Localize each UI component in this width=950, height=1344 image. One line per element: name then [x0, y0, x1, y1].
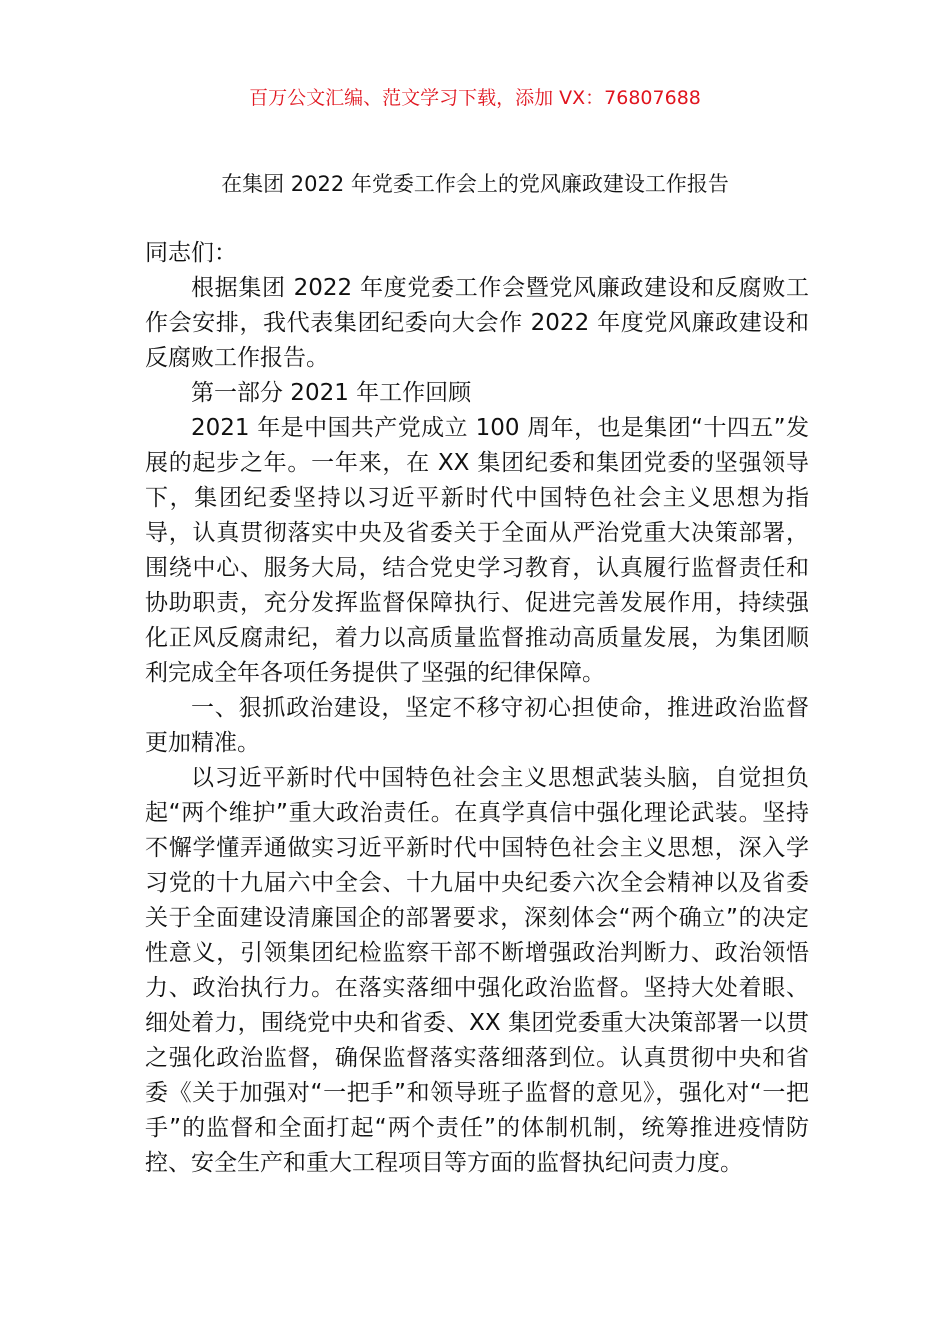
page-title: 在集团 2022 年党委工作会上的党风廉政建设工作报告 [221, 172, 729, 196]
salutation: 同志们： [145, 240, 237, 266]
paragraph-intro: 根据集团 2022 年度党委工作会暨党风廉政建设和反腐败工作会安排，我代表集团纪委向大会作 2022 年度党风廉政建设和反腐败工作报告。 [145, 275, 809, 371]
section-heading: 第一部分 2021 年工作回顾 [191, 380, 472, 406]
subsection-heading: 一、狠抓政治建设，坚定不移守初心担使命，推进政治监督更加精准。 [145, 695, 809, 756]
document-body [145, 236, 809, 1181]
paragraph-review: 2021 年是中国共产党成立 100 周年，也是集团“十四五”发展的起步之年。一年来，在 XX 集团纪委和集团党委的坚强领导下，集团纪委坚持以习近平新时代中国特色社会主义思想为指导，认真贯彻落实中央及省委关于全面从严治党重大决策部署，围绕中心、服务大局，结合党史学习教育，认真履行监督责任和协助职责，充分发挥监督保障执行、促进完善发展作用，持续强化正风反腐肃纪，着力以高质量监督推动高质量发展，为集团顺利完成全年各项任务提供了坚强的纪律保障。 [145, 415, 809, 686]
promo-banner: 百万公文汇编、范文学习下载，添加 VX：76807688 [249, 87, 701, 109]
paragraph-political-supervision: 以习近平新时代中国特色社会主义思想武装头脑，自觉担负起“两个维护”重大政治责任。在真学真信中强化理论武装。坚持不懈学懂弄通做实习近平新时代中国特色社会主义思想，深入学习党的十九届六中全会、十九届中央纪委六次全会精神以及省委关于全面建设清廉国企的部署要求，深刻体会“两个确立”的决定性意义，引领集团纪检监察干部不断增强政治判断力、政治领悟力、政治执行力。在落实落细中强化政治监督。坚持大处着眼、细处着力，围绕党中央和省委、XX 集团党委重大决策部署一以贯之强化政治监督，确保监督落实落细落到位。认真贯彻中央和省委《关于加强对“一把手”和领导班子监督的意见》，强化对“一把手”的监督和全面打起“两个责任”的体制机制，统筹推进疫情防控、安全生产和重大工程项目等方面的监督执纪问责力度。 [145, 765, 809, 1176]
